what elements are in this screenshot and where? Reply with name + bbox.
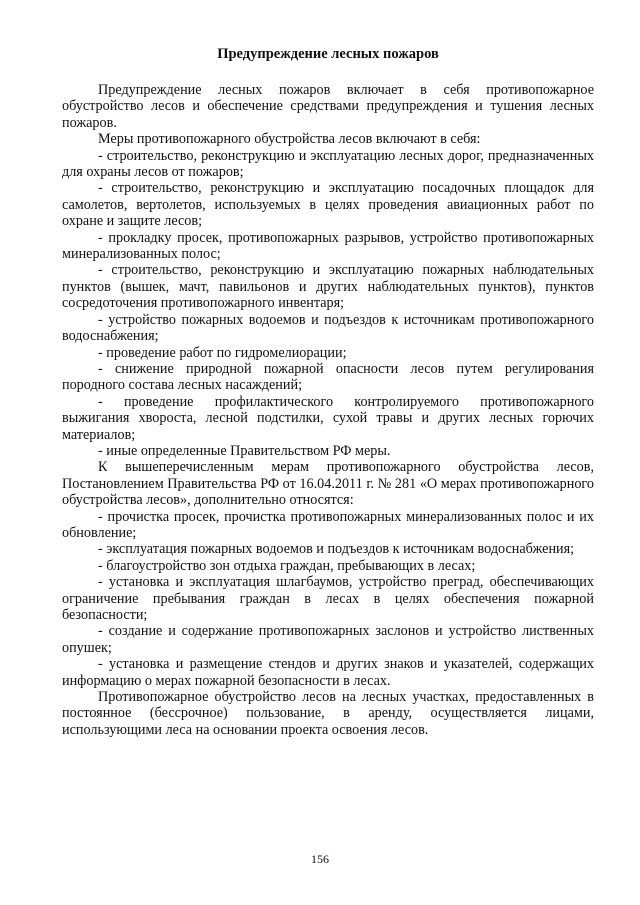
paragraph-measures-heading: Меры противопожарного обустройства лесов включают в себя: — [98, 131, 481, 148]
list-item-fire-hazard-reduction: - снижение природной пожарной опасности лесов путем регулирования породного состава лесных насаждений; — [62, 360, 594, 394]
list-item-forest-roads: - строительство, реконструкцию и эксплуатацию лесных дорог, предназначенных для охраны лесов от пожаров; — [62, 147, 594, 181]
list-item-hydromelioration: - проведение работ по гидромелиорации; — [98, 344, 347, 361]
list-item-firebreaks: - прокладку просек, противопожарных разрывов, устройство противопожарных минерализованных полос; — [62, 229, 594, 263]
page-number: 156 — [311, 852, 329, 866]
list-item-clearing: - прочистка просек, прочистка противопожарных минерализованных полос и их обновление; — [62, 508, 594, 541]
list-item-controlled-burning: - проведение профилактического контролируемого противопожарного выжигания хвороста, лесной подстилки, сухой травы и других лесных горючих материалов; — [62, 393, 594, 443]
list-item-signs: - установка и размещение стендов и других знаков и указателей, содержащих информацию о мерах пожарной безопасности в лесах. — [62, 656, 594, 689]
list-item-recreation-zones: - благоустройство зон отдыха граждан, пребывающих в лесах; — [98, 557, 476, 574]
list-item-fire-reservoirs: - устройство пожарных водоемов и подъездов к источникам противопожарного водоснабжения; — [62, 311, 594, 345]
list-item-fire-screens: - создание и содержание противопожарных заслонов и устройство лиственных опушек; — [62, 623, 594, 656]
paragraph-intro: Предупреждение лесных пожаров включает в себя противопожарное обустройство лесов и обеспечение средствами предупреждения и тушения лесных пожаров. — [62, 82, 594, 131]
list-item-other-measures: - иные определенные Правительством РФ меры. — [98, 442, 391, 459]
list-item-landing-sites: - строительство, реконструкцию и эксплуатацию посадочных площадок для самолетов, вертолетов, используемых в целях проведения авиационных работ по охране и защите лесов; — [62, 180, 594, 230]
list-item-observation-points: - строительство, реконструкцию и эксплуатацию пожарных наблюдательных пунктов (вышек, мачт, павильонов и других наблюдательных пунктов), пунктов сосредоточения противопожарного инвентаря; — [62, 262, 594, 312]
document-page — [62, 45, 594, 738]
list-item-reservoir-operation: - эксплуатация пожарных водоемов и подъездов к источникам водоснабжения; — [98, 541, 575, 558]
list-item-barriers: - установка и эксплуатация шлагбаумов, устройство преград, обеспечивающих ограничение пребывания граждан в лесах в целях обеспечения пожарной безопасности; — [62, 574, 594, 623]
paragraph-lease-plots: Противопожарное обустройство лесов на лесных участках, предоставленных в постоянное (бессрочное) пользование, в аренду, осуществляется лицами, использующими леса на основании проекта освоения лесов. — [62, 689, 594, 738]
document-title: Предупреждение лесных пожаров — [217, 46, 439, 62]
paragraph-resolution-281: К вышеперечисленным мерам противопожарного обустройства лесов, Постановлением Правительства РФ от 16.04.2011 г. № 281 «О мерах противопожарного обустройства лесов», дополнительно относятся: — [62, 459, 594, 509]
document-body — [62, 82, 594, 738]
